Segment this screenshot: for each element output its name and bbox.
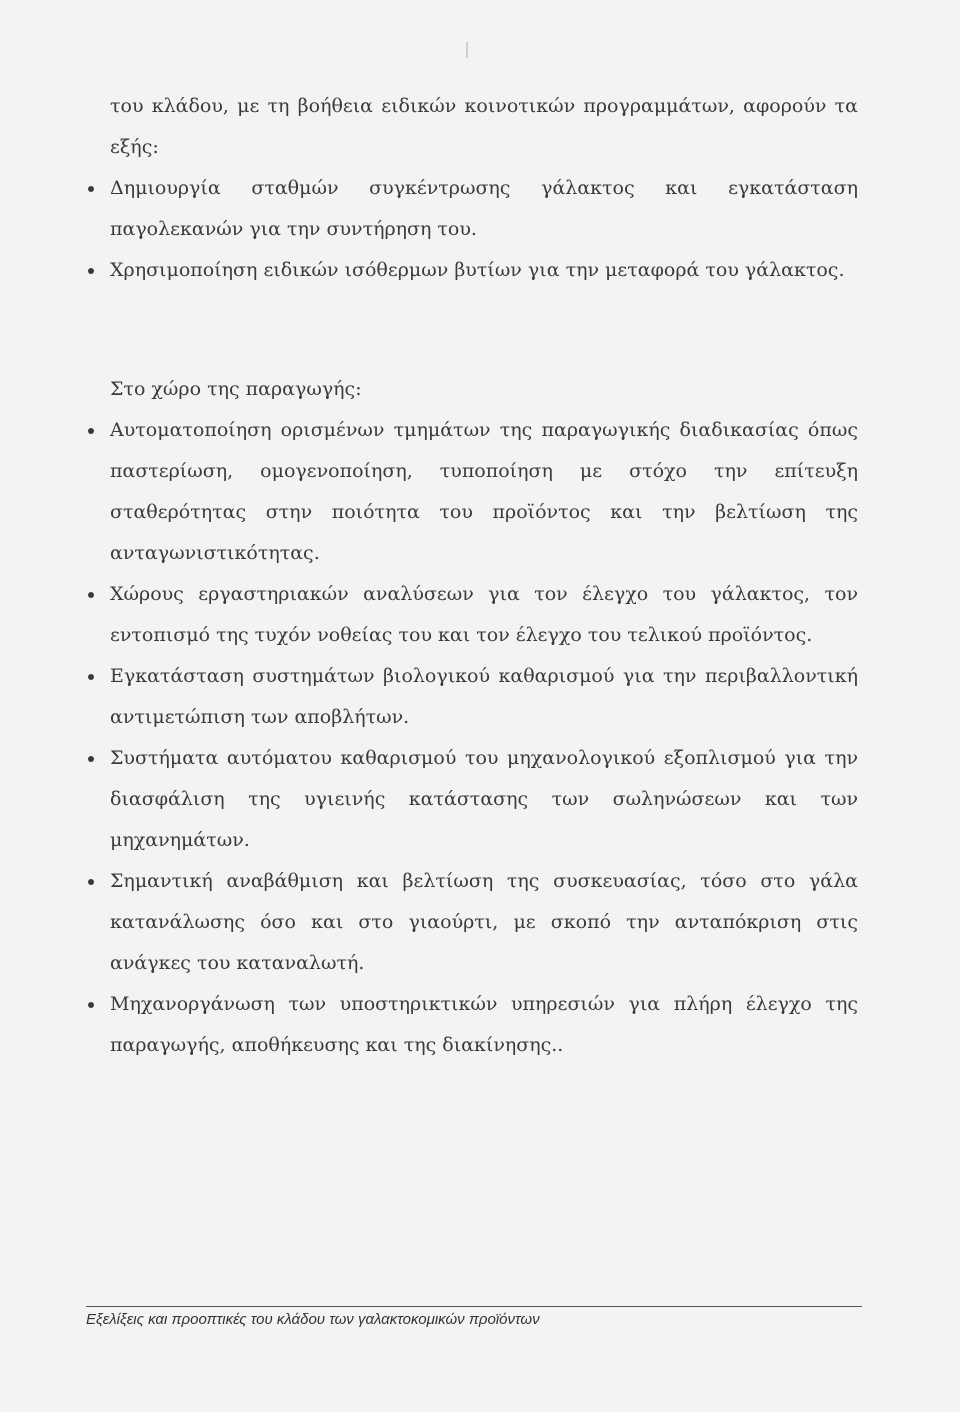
list-item: Χώρους εργαστηριακών αναλύσεων για τον έλεγχο του γάλακτος, τον εντοπισμό της τυχόν νοθείας του και τον έλεγχο του τελικού προϊόντος. [110, 574, 858, 656]
list-item: Εγκατάσταση συστημάτων βιολογικού καθαρισμού για την περιβαλλοντική αντιμετώπιση των αποβλήτων. [110, 656, 858, 738]
list-item: Συστήματα αυτόματου καθαρισμού του μηχανολογικού εξοπλισμού για την διασφάλιση της υγιεινής κατάστασης των σωληνώσεων και των μηχανημάτων. [110, 738, 858, 861]
list-item: Δημιουργία σταθμών συγκέντρωσης γάλακτος και εγκατάσταση παγολεκανών για την συντήρηση του. [110, 168, 858, 250]
footer-title: Εξελίξεις και προοπτικές του κλάδου των γαλακτοκομικών προϊόντων [86, 1311, 540, 1328]
list-item: Χρησιμοποίηση ειδικών ισόθερμων βυτίων για την μεταφορά του γάλακτος. [110, 250, 858, 291]
intro-text: του κλάδου, με τη βοήθεια ειδικών κοινοτικών προγραμμάτων, αφορούν τα εξής: [110, 95, 858, 158]
list-item: Σημαντική αναβάθμιση και βελτίωση της συσκευασίας, τόσο στο γάλα κατανάλωσης όσο και στο γιαούρτι, με σκοπό την ανταπόκριση στις ανάγκες του καταναλωτή. [110, 861, 858, 984]
footer-divider [86, 1306, 862, 1307]
section-heading: Στο χώρο της παραγωγής: [110, 378, 362, 400]
list-item: Αυτοματοποίηση ορισμένων τμημάτων της παραγωγικής διαδικασίας όπως παστερίωση, ομογενοποίηση, τυποποίηση με στόχο την επίτευξη σταθερότητας στην ποιότητα του προϊόντος και την βελτίωση της ανταγωνιστικότητας. [110, 410, 858, 574]
section-gap [110, 291, 858, 369]
scan-mark [466, 42, 468, 58]
page-body [110, 86, 858, 1066]
list-item: Μηχανοργάνωση των υποστηρικτικών υπηρεσιών για πλήρη έλεγχο της παραγωγής, αποθήκευσης και της διακίνησης.. [110, 984, 858, 1066]
